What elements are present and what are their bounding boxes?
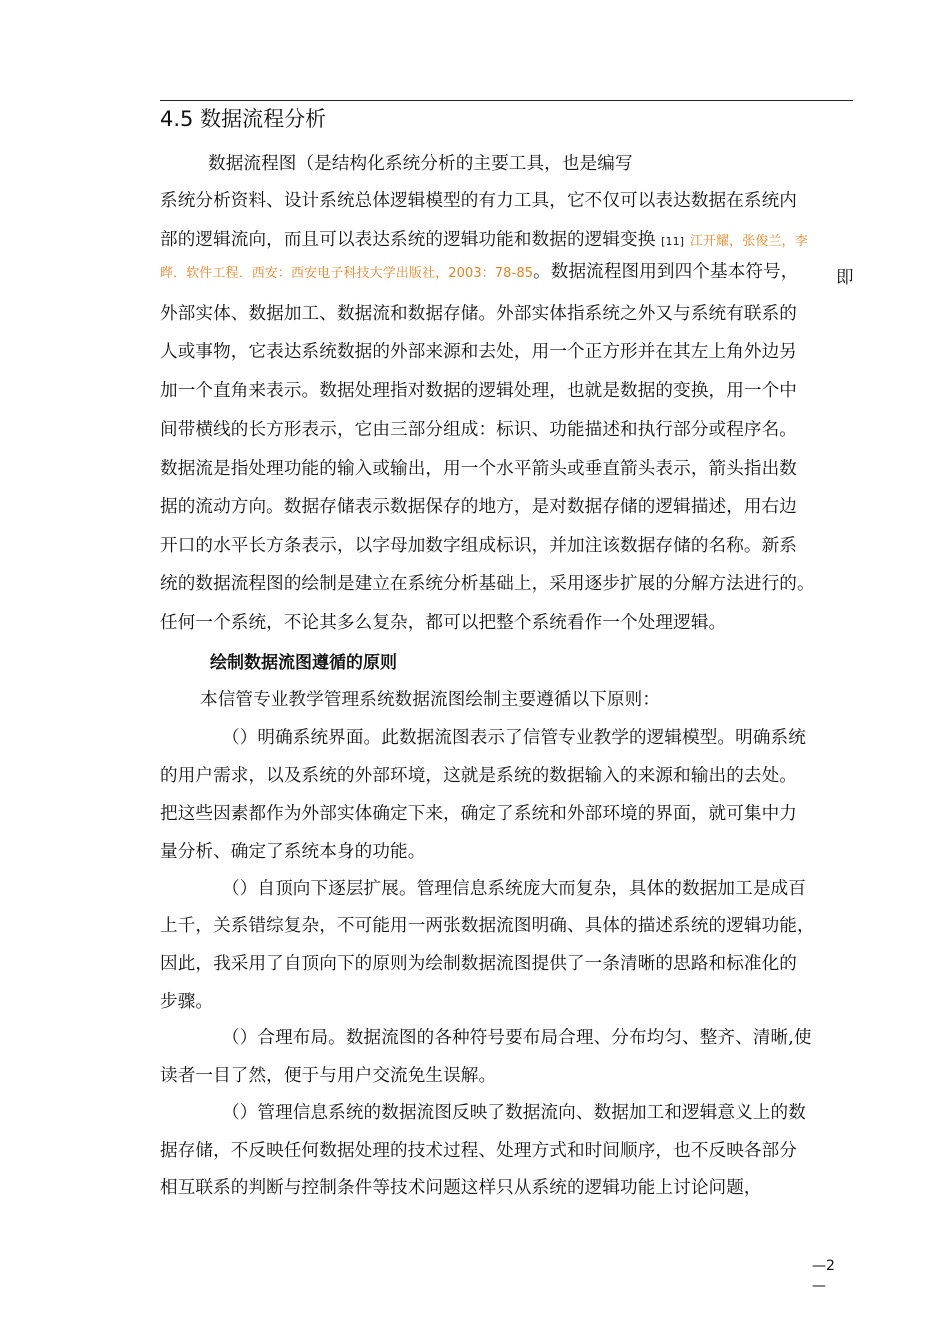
list-item-line: 的用户需求，以及系统的外部环境，这就是系统的数据输入的来源和输出的去处。: [160, 766, 797, 786]
list-item-line: （）合理布局。数据流图的各种符号要布局合理、分布均匀、整齐、清晰,使: [222, 1028, 812, 1048]
header-rule: [160, 100, 853, 101]
subheading: 绘制数据流图遵循的原则: [210, 653, 397, 673]
paragraph-line: [160, 226, 808, 251]
list-item-line: 步骤。: [160, 992, 214, 1012]
page-number-line: —2: [812, 1258, 835, 1274]
paragraph-line: 系统分析资料、设计系统总体逻辑模型的有力工具，它不仅可以表达数据在系统内: [160, 191, 797, 211]
list-item-line: （）明确系统界面。此数据流图表示了信管专业教学的逻辑模型。明确系统: [222, 728, 806, 748]
citation-text: 晔．软件工程．西安：西安电子科技大学出版社，2003：78-85: [160, 266, 534, 281]
section-heading: 4.5 数据流程分析: [160, 107, 327, 131]
paragraph-line: 任何一个系统，不论其多么复杂，都可以把整个系统看作一个处理逻辑。: [160, 613, 727, 633]
list-item-line: 把这些因素都作为外部实体确定下来，确定了系统和外部环境的界面，就可集中力: [160, 804, 797, 824]
paragraph-line: 间带横线的长方形表示，它由三部分组成：标识、功能描述和执行部分或程序名。: [160, 420, 797, 440]
list-item-line: （）自顶向下逐层扩展。管理信息系统庞大而复杂，具体的数据加工是成百: [222, 879, 806, 899]
page-number: [812, 1256, 835, 1296]
paragraph-line: 统的数据流程图的绘制是建立在系统分析基础上，采用逐步扩展的分解方法进行的。: [160, 574, 815, 594]
list-item-line: 读者一目了然，便于与用户交流免生误解。: [160, 1066, 497, 1086]
paragraph-text: 。数据流程图用到四个基本符号，: [533, 262, 799, 282]
list-item-line: 上千，关系错综复杂，不可能用一两张数据流图明确、具体的描述系统的逻辑功能，: [160, 916, 815, 936]
paragraph-line: 加一个直角来表示。数据处理指对数据的逻辑处理，也就是数据的变换，用一个中: [160, 381, 797, 401]
paragraph-line: 外部实体、数据加工、数据流和数据存储。外部实体指系统之外又与系统有联系的: [160, 304, 797, 324]
paragraph-line: 数据流程图（是结构化系统分析的主要工具，也是编写: [208, 154, 633, 174]
paragraph-text: 部的逻辑流向，而且可以表达系统的逻辑功能和数据的逻辑变换: [160, 230, 656, 250]
paragraph-line: 人或事物，它表达系统数据的外部来源和去处，用一个正方形并在其左上角外边另: [160, 342, 797, 362]
paragraph-line: [160, 258, 798, 283]
list-item-line: 因此，我采用了自顶向下的原则为绘制数据流图提供了一条清晰的思路和标准化的: [160, 954, 797, 974]
list-item-line: 相互联系的判断与控制条件等技术问题这样只从系统的逻辑功能上讨论问题，: [160, 1178, 762, 1198]
paragraph-text: 即: [836, 268, 854, 288]
paragraph-line: 开口的水平长方条表示，以字母加数字组成标识，并加注该数据存储的名称。新系: [160, 536, 797, 556]
citation-text: 江开耀，张俊兰，李: [689, 234, 808, 249]
paragraph-line: 据的流动方向。数据存储表示数据保存的地方，是对数据存储的逻辑描述，用右边: [160, 497, 797, 517]
list-item-line: 量分析、确定了系统本身的功能。: [160, 842, 426, 862]
paragraph-line: 数据流是指处理功能的输入或输出，用一个水平箭头或垂直箭头表示，箭头指出数: [160, 459, 797, 479]
page-number-line: —: [812, 1278, 826, 1294]
paragraph-line: 本信管专业教学管理系统数据流图绘制主要遵循以下原则：: [200, 690, 661, 710]
list-item-line: （）管理信息系统的数据流图反映了数据流向、数据加工和逻辑意义上的数: [222, 1103, 806, 1123]
list-item-line: 据存储，不反映任何数据处理的技术过程、处理方式和时间顺序，也不反映各部分: [160, 1141, 797, 1161]
citation-number: [11]: [661, 235, 685, 248]
